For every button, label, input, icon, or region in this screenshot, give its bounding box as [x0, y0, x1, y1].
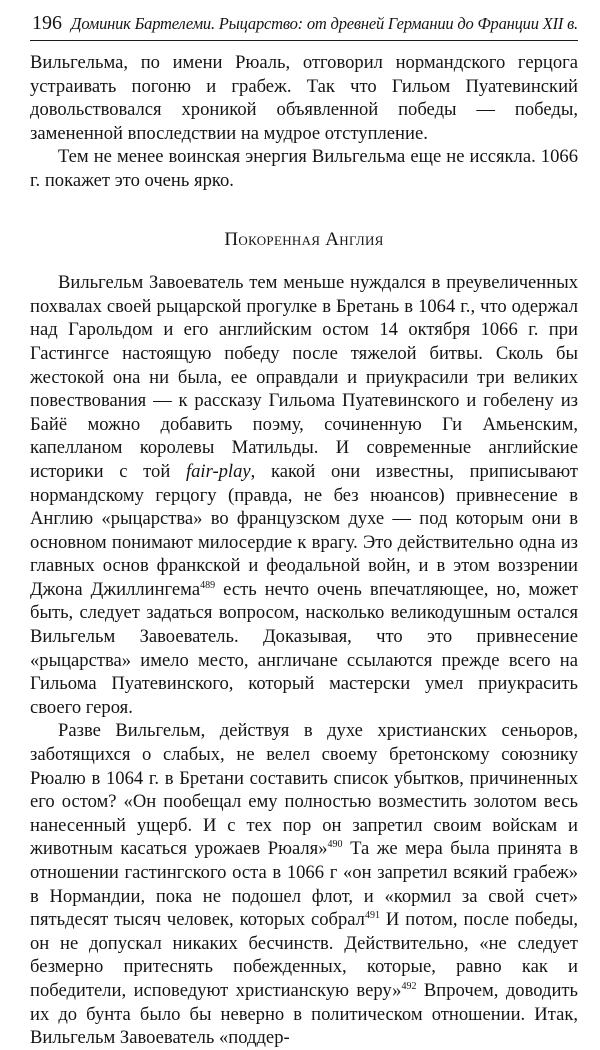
footnote-ref-491: 491 [364, 910, 380, 922]
text-segment: Вильгельм Завоеватель тем меньше нуждался в преувеличенных похвалах своей рыцарской прогулке в Бретань в 1064 г., что одержал над Гарольдом и его английским остом 14 октября 1066 г. при Гастингсе настоящую победу после тяжелой битвы. Сколь бы жестокой она ни была, ее оправдали и приукрасили три великих повествования — к рассказу Гильома Пуатевинского и гобелену из Байё можно добавить поэму, сочиненную Ги Амьенским, капелланом королевы Матильды. И современные английские историки с той [30, 272, 578, 482]
footnote-ref-490: 490 [327, 839, 343, 851]
footnote-ref-489: 489 [200, 579, 216, 591]
paragraph-continuation: Вильгельма, по имени Рюаль, отговорил нормандского герцога устраивать погоню и грабеж. Так что Гильом Пуатевинский довольствовался хроникой объявленной победы — победы, замененной впоследствии на мудрое отступление. [30, 52, 578, 144]
running-title: Доминик Бартелеми. Рыцарство: от древней Германии до Франции XII в. [71, 14, 578, 33]
section-heading-text: Покоренная Англия [224, 228, 384, 250]
italic-term: fair-play [185, 460, 251, 482]
text-segment: Та же мера была принята в отношении гастингского оста в 1066 г «он запретил всякий грабеж» в Нормандии, пока не подошел флот, и «кормил за свой счет» пятьдесят тысяч человек, которых собрал [30, 838, 578, 931]
paragraph-hastings [30, 271, 578, 719]
page-body [30, 51, 578, 1050]
page-number: 196 [32, 12, 62, 34]
paragraph-1066: Тем не менее воинская энергия Вильгельма еще не иссякла. 1066 г. покажет это очень ярко. [30, 146, 578, 191]
text-segment: И потом, после победы, он не допускал никаких бесчинств. Действительно, «не следует безмерно притеснять побежденных, которые, равно как и победители, исповедуют христианскую веру» [30, 909, 578, 1001]
text-segment: , какой они известны, приписывают нормандскому герцогу (правда, не без нюансов) привнесение в Англию «рыцарства» во французском духе — под которым они в основном понимают милосердие к врагу. Это действительно одна из главных основ франкской и феодальной войн, и в этом воззрении Джона Джиллингема [30, 460, 578, 600]
section-heading [30, 228, 578, 252]
footnote-ref-492: 492 [401, 980, 417, 992]
paragraph-ruala [30, 719, 578, 1049]
text-segment: есть нечто очень впечатляющее, но, может быть, следует задаться вопросом, насколько великодушным остался Вильгельм Завоеватель. Доказывая, что это привнесение «рыцарства» имело место, англичане ссылаются прежде всего на Гильома Пуатевинского, который мастерски умел приукрасить своего героя. [30, 578, 578, 718]
book-page [30, 10, 578, 1050]
page-header [30, 10, 578, 41]
text-segment: Впрочем, доводить их до бунта было бы неверно в политическом отношении. Итак, Вильгельм Завоеватель «поддер- [30, 979, 579, 1049]
text-segment: Разве Вильгельм, действуя в духе христианских сеньоров, заботящихся о слабых, не велел своему бретонскому союзнику Рюалю в 1064 г. в Бретани составить список убытков, причиненных его остом? «Он пообещал ему полностью возместить золотом весь нанесенный ущерб. И с тех пор он запретил своим войскам и животным касаться урожаев Рюаля» [30, 720, 578, 860]
